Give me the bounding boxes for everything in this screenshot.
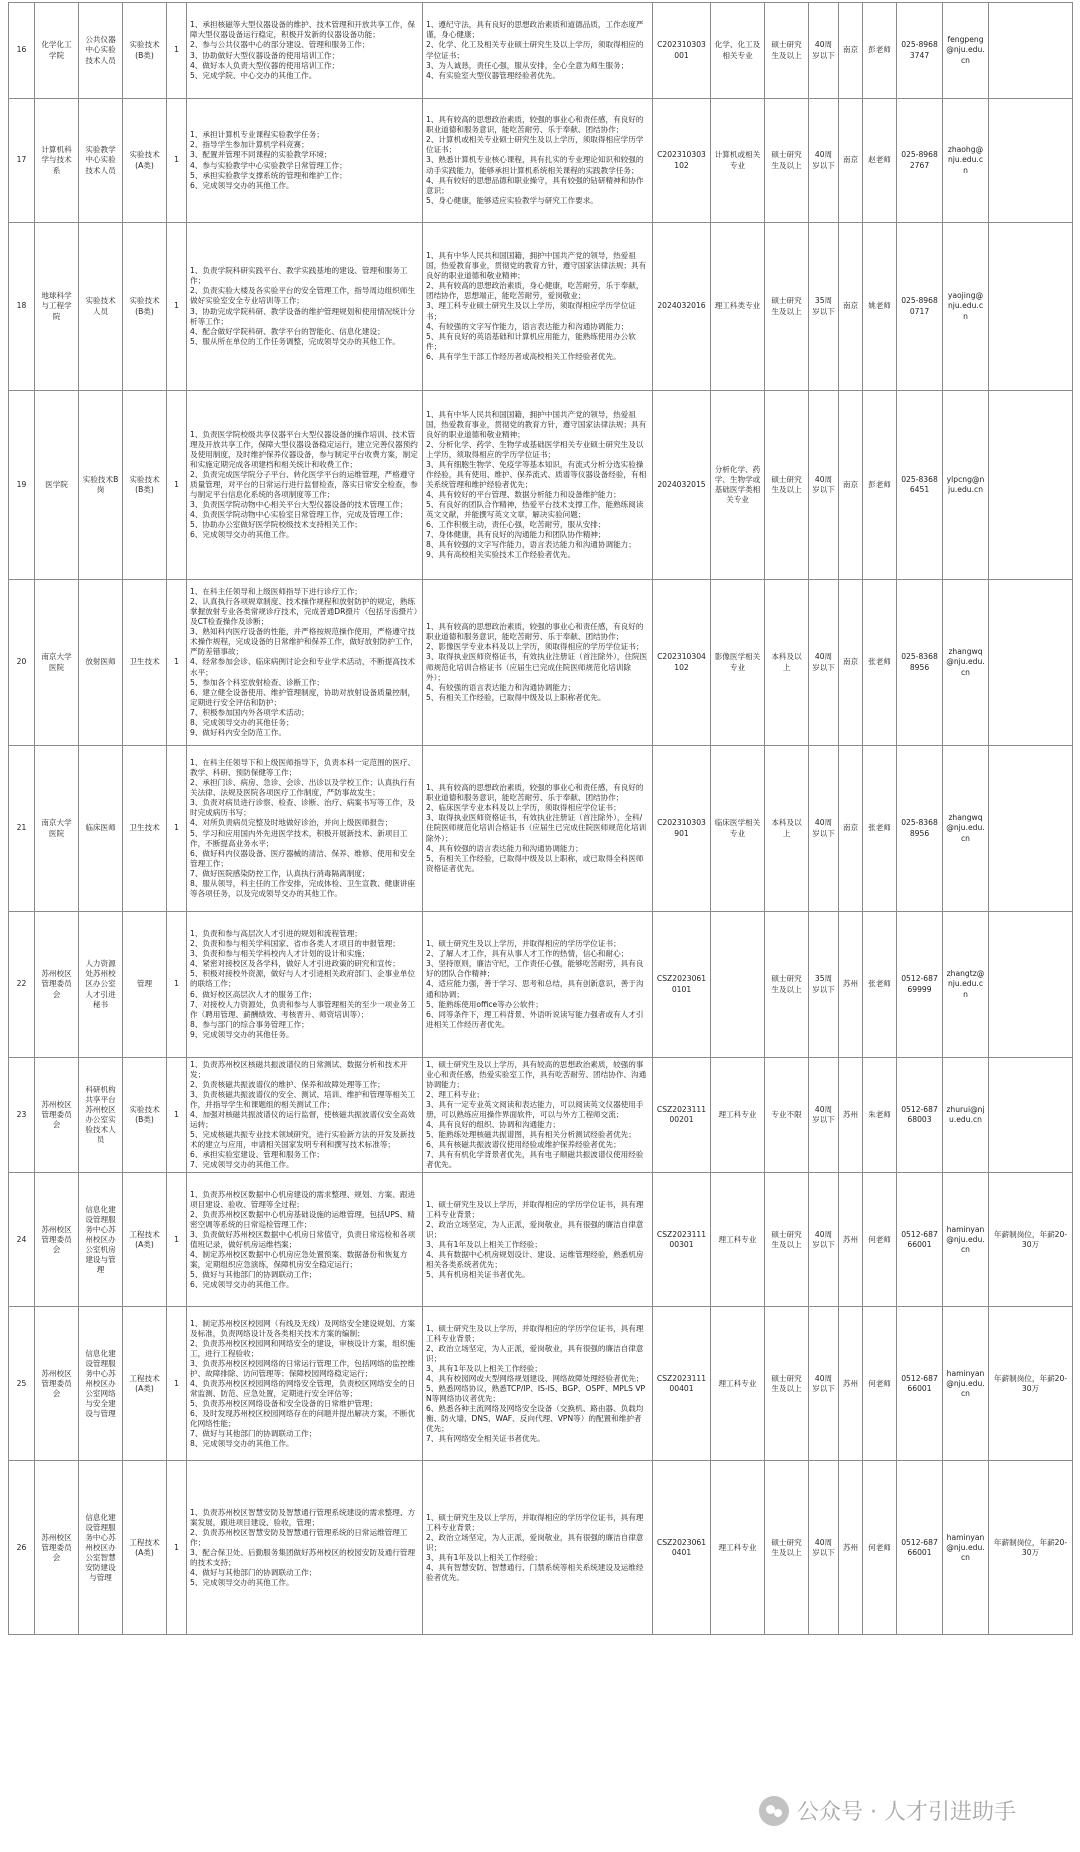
cell-contact: 何老师 xyxy=(863,1461,897,1635)
cell-code: 2024032015 xyxy=(653,391,711,580)
cell-major: 化学、化工及相关专业 xyxy=(711,3,765,99)
cell-no: 18 xyxy=(9,223,35,391)
cell-salary: 年薪制岗位，年薪20-30万 xyxy=(989,1307,1073,1461)
cell-education: 硕士研究生及以上 xyxy=(765,1173,809,1307)
cell-age: 35周岁以下 xyxy=(809,223,839,391)
cell-email: haminyan@nju.edu.cn xyxy=(943,1173,989,1307)
cell-contact: 何老师 xyxy=(863,1173,897,1307)
cell-salary: 年薪制岗位，年薪20-30万 xyxy=(989,1173,1073,1307)
cell-location: 南京 xyxy=(839,391,863,580)
cell-education: 专业不限 xyxy=(765,1058,809,1173)
wechat-official-account-icon xyxy=(759,1796,789,1826)
cell-salary xyxy=(989,1058,1073,1173)
cell-count: 1 xyxy=(167,746,187,912)
cell-unit: 南京大学医院 xyxy=(35,746,79,912)
cell-location: 南京 xyxy=(839,99,863,223)
cell-code: C202310303102 xyxy=(653,99,711,223)
cell-location: 苏州 xyxy=(839,1461,863,1635)
cell-post: 人力资源处苏州校区办公室人才引进秘书 xyxy=(79,912,123,1058)
cell-age: 40周岁以下 xyxy=(809,391,839,580)
cell-contact: 姚老师 xyxy=(863,223,897,391)
cell-category: 工程技术(A类) xyxy=(123,1173,167,1307)
cell-post: 实验教学中心实验技术人员 xyxy=(79,99,123,223)
cell-major: 计算机或相关专业 xyxy=(711,99,765,223)
cell-requirements: 1、硕士研究生及以上学历，并取得相应的学历学位证书； 2、了解人才工作，具有从事人才工作的热情，信心和耐心； 3、坚持原则，廉洁守纪，工作责任心强，能够吃苦耐劳，具有良好的团队合作精神； 4、适应能力强，善于学习、思考和总结，具有创新意识，善于沟通和协调； 5、能熟练使用office等办公软件； 6、同等条件下，理工科背景、外语听说读写能力强者或有人才引进相关工作经历者优先。 xyxy=(423,912,653,1058)
cell-unit: 苏州校区管理委员会 xyxy=(35,1173,79,1307)
cell-education: 本科及以上 xyxy=(765,580,809,746)
cell-email: ylpcng@nju.edu.cn xyxy=(943,391,989,580)
cell-requirements: 1、具有较高的思想政治素质，较强的事业心和责任感，有良好的职业道德和服务意识，能吃苦耐劳、乐于奉献、团结协作； 2、计算机或相关专业硕士研究生及以上学历，须取得相应学历学位证书； 3、熟悉计算机专业核心课程，具有扎实的专业理论知识和较强的动手实践能力，能够承担计算机系统相关课程的实践教学任务； 4、具有较好的思想品德和职业操守，具有较强的钻研精神和协作意识； 5、身心健康，能够适应实验教学与研究工作要求。 xyxy=(423,99,653,223)
cell-age: 40周岁以下 xyxy=(809,99,839,223)
cell-no: 25 xyxy=(9,1307,35,1461)
cell-duties: 1、负责苏州校区智慧安防及智慧通行管理系统建设的需求整理、方案发展，跟进项目建设、验收，管理； 2、负责苏州校区智慧安防及智慧通行管理系统的日常运维管理工作； 3、配合保卫处、后勤服务集团做好苏州校区的校园安防及通行管理的技术支持； 4、做好与其他部门的协调联动工作； 5、完成领导交办的其他工作。 xyxy=(187,1461,423,1635)
table-row xyxy=(9,1058,1073,1173)
cell-count: 1 xyxy=(167,1058,187,1173)
table-row xyxy=(9,912,1073,1058)
cell-no: 21 xyxy=(9,746,35,912)
cell-count: 1 xyxy=(167,391,187,580)
cell-unit: 南京大学医院 xyxy=(35,580,79,746)
cell-phone: 025-83688956 xyxy=(897,746,943,912)
cell-location: 南京 xyxy=(839,3,863,99)
cell-contact: 彭老师 xyxy=(863,391,897,580)
recruitment-table xyxy=(8,2,1073,1635)
cell-no: 19 xyxy=(9,391,35,580)
cell-salary xyxy=(989,391,1073,580)
cell-email: haminyan@nju.edu.cn xyxy=(943,1307,989,1461)
cell-duties: 1、在科主任领导下和上级医师指导下，负责本科一定范围的医疗、教学、科研、预防保健等工作； 2、承担门诊、病房、急诊、会诊、出诊以及学校工作；认真执行有关法律、法规及医院各项医疗工作制度，严防事故发生； 3、负责对病员进行诊察、检查、诊断、治疗、病案书写等工作，及时完成病历书写； 4、对所负责病员完整及时地做好诊治，并向上级医师报告； 5、学习和应用国内外先进医学技术，积极开展新技术、新项目工作，不断提高业务水平； 6、做好科内仪器设备、医疗器械的清洁、保养、维修、使用和安全管理工作； 7、做好医院感染防控工作，认真执行消毒隔离制度； 8、服从领导，科主任的工作安排，完成体检、卫生宣教、健康讲座等各项任务，以及完成领导交办的其他工作。 xyxy=(187,746,423,912)
cell-no: 17 xyxy=(9,99,35,223)
cell-category: 工程技术(A类) xyxy=(123,1307,167,1461)
cell-age: 40周岁以下 xyxy=(809,1058,839,1173)
cell-major: 理工科专业 xyxy=(711,1058,765,1173)
cell-requirements: 1、遵纪守法，具有良好的思想政治素质和道德品质，工作态度严谨，身心健康； 2、化学、化工及相关专业硕士研究生及以上学历，须取得相应的学位证书； 3、为人诚恳，责任心强，服从安排，全心全意为师生服务； 4、有实验室大型仪器管理经验者优先。 xyxy=(423,3,653,99)
cell-duties: 1、负责和参与高层次人才引进的规划和流程管理； 2、负责和参与相关学科国家、省市各类人才项目的申报管理； 3、负责和参与相关学科校内人才计划的设计和实施； 4、紧密对接校区及各学科，做好人才引进政策的研究和宣传； 5、积极对接校外资源，做好与人才引进相关政府部门、企事业单位的联络工作； 6、做好校区高层次人才的服务工作； 7、对接校人力资源处，负责和参与人事管理相关的至少一项业务工作（聘用管理、薪酬绩效、考核晋升、师资培训等）； 8、参与部门的综合事务管理工作； 9、完成领导交办的其他任务。 xyxy=(187,912,423,1058)
cell-salary xyxy=(989,223,1073,391)
cell-major: 分析化学、药学、生物学或基础医学类相关专业 xyxy=(711,391,765,580)
cell-category: 卫生技术 xyxy=(123,580,167,746)
cell-age: 40周岁以下 xyxy=(809,1173,839,1307)
cell-contact: 何老师 xyxy=(863,1307,897,1461)
cell-age: 35周岁以下 xyxy=(809,912,839,1058)
cell-duties: 1、制定苏州校区校园网（有线及无线）及网络安全建设规划、方案及标准，负责网络设计及各类相关技术方案的编制； 2、负责苏州校区校园网和网络安全的建设，审核设计方案，组织施工，进行工程验收； 3、负责苏州校区校园网络的日常运行管理工作，包括网络的监控维护、故障排除、访问管理等；保障校园网络稳定运行； 4、负责苏州校区校园网络的网络安全管理，负责校区网络安全的日常监测、防范、应急处置，定期进行安全评估等； 5、负责苏州校区网络设备和安全设备的日常维护管理； 6、及时发现苏州校区校园网络存在的问题并提出解决方案，不断优化网络性能； 7、做好与其他部门的协调联动工作； 8、完成领导交办的其他工作。 xyxy=(187,1307,423,1461)
cell-phone: 025-89682767 xyxy=(897,99,943,223)
cell-category: 卫生技术 xyxy=(123,746,167,912)
cell-requirements: 1、硕士研究生及以上学历，并取得相应的学历学位证书，具有理工科专业背景； 2、政治立场坚定，为人正派，爱岗敬业，具有很强的廉洁自律意识； 3、具有1年及以上相关工作经验； 4、具有智慧安防、智慧通行、门禁系统等相关系统建设及运维经验者优先。 xyxy=(423,1461,653,1635)
cell-location: 南京 xyxy=(839,746,863,912)
cell-no: 23 xyxy=(9,1058,35,1173)
cell-code: CSZ202311100401 xyxy=(653,1307,711,1461)
cell-location: 南京 xyxy=(839,223,863,391)
table-row xyxy=(9,3,1073,99)
cell-contact: 彭老师 xyxy=(863,3,897,99)
cell-category: 管理 xyxy=(123,912,167,1058)
cell-email: yaojing@nju.edu.cn xyxy=(943,223,989,391)
cell-count: 1 xyxy=(167,99,187,223)
cell-age: 40周岁以下 xyxy=(809,746,839,912)
cell-unit: 医学院 xyxy=(35,391,79,580)
cell-age: 40周岁以下 xyxy=(809,1307,839,1461)
cell-duties: 1、负责苏州校区核磁共振波谱仪的日常测试、数据分析和技术开发； 2、负责核磁共振波谱仪的维护、保养和故障处理等工作； 3、负责核磁共振波谱仪的安全、测试、培训、维护和管理等相关工作，并指导学生和课题组的相关测试工作； 4、加强对核磁共振波谱仪的运行监督，使核磁共振波谱仪安全高效运转； 5、完成核磁共振专业技术领域研究，进行实验新方法的开发及新技术的建立与应用，申请相关国家发明专利和撰写技术标准等； 6、承担实验室建设、管理和服务工作； 7、完成领导交办的其他工作。 xyxy=(187,1058,423,1173)
cell-unit: 苏州校区管理委员会 xyxy=(35,1461,79,1635)
cell-education: 硕士研究生及以上 xyxy=(765,3,809,99)
cell-count: 1 xyxy=(167,1461,187,1635)
cell-phone: 0512-68766001 xyxy=(897,1173,943,1307)
cell-email: zhangwq@nju.edu.cn xyxy=(943,746,989,912)
cell-age: 40周岁以下 xyxy=(809,1461,839,1635)
cell-email: fengpeng@nju.edu.cn xyxy=(943,3,989,99)
cell-phone: 0512-68766001 xyxy=(897,1461,943,1635)
table-row xyxy=(9,99,1073,223)
cell-major: 理工科类专业 xyxy=(711,223,765,391)
cell-duties: 1、负责学院科研实践平台、教学实践基地的建设、管理和服务工作； 2、负责实验大楼及各实验平台的安全管理工作，指导周边组织师生做好实验室安全专业培训等工作； 3、协助完成学院科研、教学设备的维护管理规划和使用情况统计分析等工作； 4、配合做好学院科研、教学平台的智能化、信息化建设； 5、服从所在单位的工作任务调整，完成领导交办的其他工作。 xyxy=(187,223,423,391)
cell-location: 苏州 xyxy=(839,1058,863,1173)
cell-phone: 025-83686451 xyxy=(897,391,943,580)
cell-unit: 苏州校区管理委员会 xyxy=(35,1307,79,1461)
table-row xyxy=(9,580,1073,746)
cell-email: zhaohg@nju.edu.cn xyxy=(943,99,989,223)
cell-post: 实验技术人员 xyxy=(79,223,123,391)
cell-category: 实验技术(A类) xyxy=(123,99,167,223)
cell-email: zhangwq@nju.edu.cn xyxy=(943,580,989,746)
cell-age: 40周岁以下 xyxy=(809,3,839,99)
cell-phone: 025-89680717 xyxy=(897,223,943,391)
cell-no: 16 xyxy=(9,3,35,99)
cell-requirements: 1、硕士研究生及以上学历，并取得相应的学历学位证书，具有理工科专业背景； 2、政治立场坚定，为人正派，爱岗敬业，具有很强的廉洁自律意识； 3、具有1年及以上相关工作经验； 4、具有数据中心机房规划设计、建设、运维管理经验，熟悉机房相关各类系统者优先； 5、具有机房相关证书者优先。 xyxy=(423,1173,653,1307)
cell-education: 硕士研究生及以上 xyxy=(765,223,809,391)
cell-requirements: 1、硕士研究生及以上学历，具有较高的思想政治素质，较强的事业心和责任感，热爱实验室工作，具有吃苦耐劳、团结协作、沟通协调能力； 2、理工科专业； 3、具有一定专业英文阅读和表达能力，可以阅读英文仪器使用手册，可以熟练应用操作界面软件，可以与外方工程师交流； 4、具有良好的组织、协调和沟通能力； 5、能熟练处理核磁共振谱图，具有相关分析测试经验者优先； 6、具有核磁共振波谱仪使用经验或维护保养经验者优先； 7、具有有机化学背景者优先，具有电子顺磁共振波谱仪使用经验者优先。 xyxy=(423,1058,653,1173)
cell-location: 南京 xyxy=(839,580,863,746)
cell-post: 信息化建设管理服务中心苏州校区办公室机房建设与管理 xyxy=(79,1173,123,1307)
cell-phone: 0512-68768003 xyxy=(897,1058,943,1173)
cell-education: 本科及以上 xyxy=(765,746,809,912)
cell-contact: 张老师 xyxy=(863,746,897,912)
cell-requirements: 1、硕士研究生及以上学历，并取得相应的学历学位证书，具有理工科专业背景； 2、政治立场坚定，为人正派，爱岗敬业，具有很强的廉洁自律意识； 3、具有1年及以上相关工作经验； 4、具有校园网或大型网络规划建设、网络故障处理经验者优先； 5、熟悉网络协议，熟悉TCP/IP、IS-IS、BGP、OSPF、MPLS VPN等网络协议者优先； 6、熟悉各种主流网络及网络安全设备（交换机、路由器、负载均衡、防火墙、DNS、WAF、反向代理、VPN等）的配置和维护者优先； 7、具有网络安全相关证书者优先。 xyxy=(423,1307,653,1461)
cell-count: 1 xyxy=(167,1307,187,1461)
cell-post: 科研机构共享平台苏州校区办公室实验技术人员 xyxy=(79,1058,123,1173)
cell-category: 实验技术(B类) xyxy=(123,3,167,99)
cell-location: 苏州 xyxy=(839,1307,863,1461)
cell-post: 信息化建设管理服务中心苏州校区办公室网络与安全建设与管理 xyxy=(79,1307,123,1461)
cell-category: 实验技术(B类) xyxy=(123,223,167,391)
table-row xyxy=(9,746,1073,912)
cell-education: 硕士研究生及以上 xyxy=(765,1307,809,1461)
table-row xyxy=(9,223,1073,391)
cell-phone: 025-83688956 xyxy=(897,580,943,746)
cell-code: C202310304102 xyxy=(653,580,711,746)
cell-phone: 0512-68769999 xyxy=(897,912,943,1058)
cell-count: 1 xyxy=(167,912,187,1058)
cell-count: 1 xyxy=(167,223,187,391)
cell-education: 硕士研究生及以上 xyxy=(765,912,809,1058)
cell-post: 信息化建设管理服务中心苏州校区办公室智慧安防建设与管理 xyxy=(79,1461,123,1635)
cell-unit: 苏州校区管理委员会 xyxy=(35,1058,79,1173)
watermark xyxy=(759,1795,1016,1826)
cell-salary xyxy=(989,3,1073,99)
cell-count: 1 xyxy=(167,3,187,99)
cell-email: haminyan@nju.edu.cn xyxy=(943,1461,989,1635)
cell-unit: 地球科学与工程学院 xyxy=(35,223,79,391)
cell-duties: 1、负责苏州校区数据中心机房建设的需求整理、规划、方案、跟进项目建设、验收、管理等全过程； 2、负责苏州校区数据中心机房基础设施的运维管理，包括UPS、精密空调等系统的日常巡检管理工作； 3、负责做好苏州校区数据中心机房日常值守，负责日常巡检和各项值班记录，做好机房运维档案； 4、制定苏州校区数据中心机房应急处置预案、数据备份和恢复方案，定期组织应急演练，保障机房安全稳定运行； 5、做好与其他部门的协调联动工作； 6、完成领导交办的其他工作。 xyxy=(187,1173,423,1307)
cell-code: C202310303001 xyxy=(653,3,711,99)
cell-code: CSZ20230610401 xyxy=(653,1461,711,1635)
cell-no: 26 xyxy=(9,1461,35,1635)
cell-email: zhurui@nju.edu.cn xyxy=(943,1058,989,1173)
cell-duties: 1、承担核磁等大型仪器设备的维护、技术管理和开放共享工作，保障大型仪器设备运行稳定，积极开发新的仪器设备功能； 2、参与公共仪器中心的部分建设、管理和服务工作； 3、协助做好大型仪器设备的使用培训工作； 4、做好本人负责大型仪器的使用培训工作； 5、完成学院、中心交办的其他工作。 xyxy=(187,3,423,99)
cell-post: 临床医师 xyxy=(79,746,123,912)
cell-unit: 苏州校区管理委员会 xyxy=(35,912,79,1058)
table-row xyxy=(9,1173,1073,1307)
cell-duties: 1、承担计算机专业课程实验教学任务； 2、指导学生参加计算机学科竞赛； 3、配置并管理不同课程的实验教学环境； 4、参与实验教学中心实验教学日常管理工作； 5、承担实验教学支撑系统的管理和维护工作； 6、完成领导交办的其他工作。 xyxy=(187,99,423,223)
cell-category: 实验技术(B类) xyxy=(123,1058,167,1173)
cell-education: 硕士研究生及以上 xyxy=(765,99,809,223)
cell-code: 2024032016 xyxy=(653,223,711,391)
cell-count: 1 xyxy=(167,580,187,746)
table-row xyxy=(9,391,1073,580)
cell-no: 20 xyxy=(9,580,35,746)
watermark-text: 公众号 · 人才引进助手 xyxy=(797,1800,1016,1825)
cell-education: 硕士研究生及以上 xyxy=(765,1461,809,1635)
cell-duties: 1、负责医学院校级共享仪器平台大型仪器设备的操作培训、技术管理及开放共享工作，保障大型仪器设备稳定运行，建立完善仪器预约及使用制度，及时维护保养仪器设备，参与制定平台收费方案，制定和实施定期完成各项建档和相关统计和收费工作； 2、负责完成医学院分子平台、转化医学平台的运维管理，严格遵守质量管理，对平台的日常运行进行监督检查，落实日常安全检查，参与制定平台信息化系统的各项制度等工作； 3、负责医学院动物中心相关平台大型仪器设备的技术管理工作； 4、负责医学院动物中心实验室日常管理工作，完成及管理工作； 5、协助办公室做好医学院校级技术支持相关工作； 6、完成领导交办的其他工作。 xyxy=(187,391,423,580)
cell-post: 实验技术B岗 xyxy=(79,391,123,580)
cell-code: CSZ202311100301 xyxy=(653,1173,711,1307)
cell-requirements: 1、具有较高的思想政治素质，较强的事业心和责任感，有良好的职业道德和服务意识，能吃苦耐劳、乐于奉献、团结协作； 2、临床医学专业本科及以上学历，须取得相应学位证书； 3、取得执业医师资格证书，有效执业注册证（首注除外），全科/住院医师规范化培训合格证书（应届生已完成住院医师规范化培训除外）； 4、具有较强的语言表达能力和沟通协调能力； 5、有相关工作经验，已取得中级及以上职称，或已取得全科医师资格证者优先。 xyxy=(423,746,653,912)
cell-code: CSZ20230610101 xyxy=(653,912,711,1058)
table-row xyxy=(9,1307,1073,1461)
cell-email: zhangtz@nju.edu.cn xyxy=(943,912,989,1058)
cell-requirements: 1、具有中华人民共和国国籍，拥护中国共产党的领导，热爱祖国，热爱教育事业，贯彻党的教育方针，遵守国家法律法规；具有良好的职业道德和敬业精神； 2、分析化学、药学、生物学或基础医学相关专业硕士研究生及以上学历，须取得相应的学历学位证书； 3、具有细胞生物学、免疫学等基本知识，有流式分析分选实验操作经验，具有使用、维护、保养流式、质谱等仪器设备经验，有相关系统管理和维护经验者优先； 4、具有较好的平台管理、数据分析能力和设备维护能力； 5、有良好的团队合作精神，热爱平台技术支撑工作，能熟练阅读英文文献，并能撰写英文文章，解决实验问题； 6、工作积极主动，责任心强，吃苦耐劳，服从安排； 7、身体健康，具有良好的沟通能力和团队协作精神； 8、具有较强的文字写作能力，语言表达能力和沟通协调能力； 9、具有高校相关实验技术工作经验者优先。 xyxy=(423,391,653,580)
cell-major: 理工科专业 xyxy=(711,1307,765,1461)
cell-contact: 赵老师 xyxy=(863,99,897,223)
cell-post: 放射医师 xyxy=(79,580,123,746)
cell-salary xyxy=(989,99,1073,223)
cell-salary xyxy=(989,580,1073,746)
cell-code: CSZ202311100201 xyxy=(653,1058,711,1173)
cell-location: 苏州 xyxy=(839,1173,863,1307)
cell-salary xyxy=(989,912,1073,1058)
cell-phone: 0512-68766001 xyxy=(897,1307,943,1461)
cell-unit: 计算机科学与技术系 xyxy=(35,99,79,223)
cell-no: 22 xyxy=(9,912,35,1058)
cell-category: 工程技术(A类) xyxy=(123,1461,167,1635)
table-row xyxy=(9,1461,1073,1635)
cell-duties: 1、在科主任领导和上级医师指导下进行诊疗工作； 2、认真执行各项规章制度、技术操作规程和放射防护的规定，熟练掌握放射专业各类常规诊疗技术，完成普通DR摄片（包括牙齿摄片）及CT检查操作及诊断； 3、熟知科内医疗设备的性能，并严格按规范操作使用，严格遵守技术操作规程，完成设备的日常维护和保养工作，做好放射防护工作，严防差错事故； 4、经常参加会诊、临床病例讨论会和专业学术活动，不断提高技术水平； 5、参加各个科室放射检查、诊断工作； 6、建立健全设备使用、维护管理制度，协助对放射设备质量控制，定期进行安全评估和防护； 7、积极参加国内外各项学术活动； 8、完成领导交办的其他任务； 9、做好科内安全防范工作。 xyxy=(187,580,423,746)
cell-contact: 张老师 xyxy=(863,580,897,746)
cell-salary: 年薪制岗位，年薪20-30万 xyxy=(989,1461,1073,1635)
cell-code: C202310303901 xyxy=(653,746,711,912)
cell-major: 影像医学相关专业 xyxy=(711,580,765,746)
cell-education: 硕士研究生及以上 xyxy=(765,391,809,580)
cell-major: 临床医学相关专业 xyxy=(711,746,765,912)
cell-unit: 化学化工学院 xyxy=(35,3,79,99)
cell-post: 公共仪器中心实验技术人员 xyxy=(79,3,123,99)
cell-age: 40周岁以下 xyxy=(809,580,839,746)
cell-requirements: 1、具有较高的思想政治素质，较强的事业心和责任感，有良好的职业道德和服务意识，能吃苦耐劳、乐于奉献、团结协作； 2、影像医学专业本科及以上学历，须取得相应的学历学位证书； 3、取得执业医师资格证书，有效执业注册证（首注除外），住院医师规范化培训合格证书（应届生已完成住院医师规范化培训除外）； 4、有较强的语言表达能力和沟通协调能力； 5、有相关工作经验，已取得中级及以上职称者优先。 xyxy=(423,580,653,746)
cell-count: 1 xyxy=(167,1173,187,1307)
cell-major: 理工科专业 xyxy=(711,1461,765,1635)
cell-major: 理工科专业 xyxy=(711,1173,765,1307)
cell-phone: 025-89683747 xyxy=(897,3,943,99)
cell-contact: 朱老师 xyxy=(863,1058,897,1173)
cell-contact: 张老师 xyxy=(863,912,897,1058)
cell-category: 实验技术(B类) xyxy=(123,391,167,580)
cell-salary xyxy=(989,746,1073,912)
cell-requirements: 1、具有中华人民共和国国籍，拥护中国共产党的领导，热爱祖国，热爱教育事业，贯彻党的教育方针，遵守国家法律法规；具有良好的职业道德和敬业精神； 2、具有较高的思想政治素质，身心健康，吃苦耐劳，乐于奉献，团结协作，思想端正，能吃苦耐劳，爱岗敬业； 3、理工科专业硕士研究生及以上学历，须取得相应学历学位证书； 4、有较强的文字写作能力，语言表达能力和沟通协调能力； 5、具有良好的英语基础和计算机应用能力，能熟练使用办公软件； 6、具有学生干部工作经历者或高校相关工作经验者优先。 xyxy=(423,223,653,391)
cell-no: 24 xyxy=(9,1173,35,1307)
cell-location: 苏州 xyxy=(839,912,863,1058)
cell-major xyxy=(711,912,765,1058)
